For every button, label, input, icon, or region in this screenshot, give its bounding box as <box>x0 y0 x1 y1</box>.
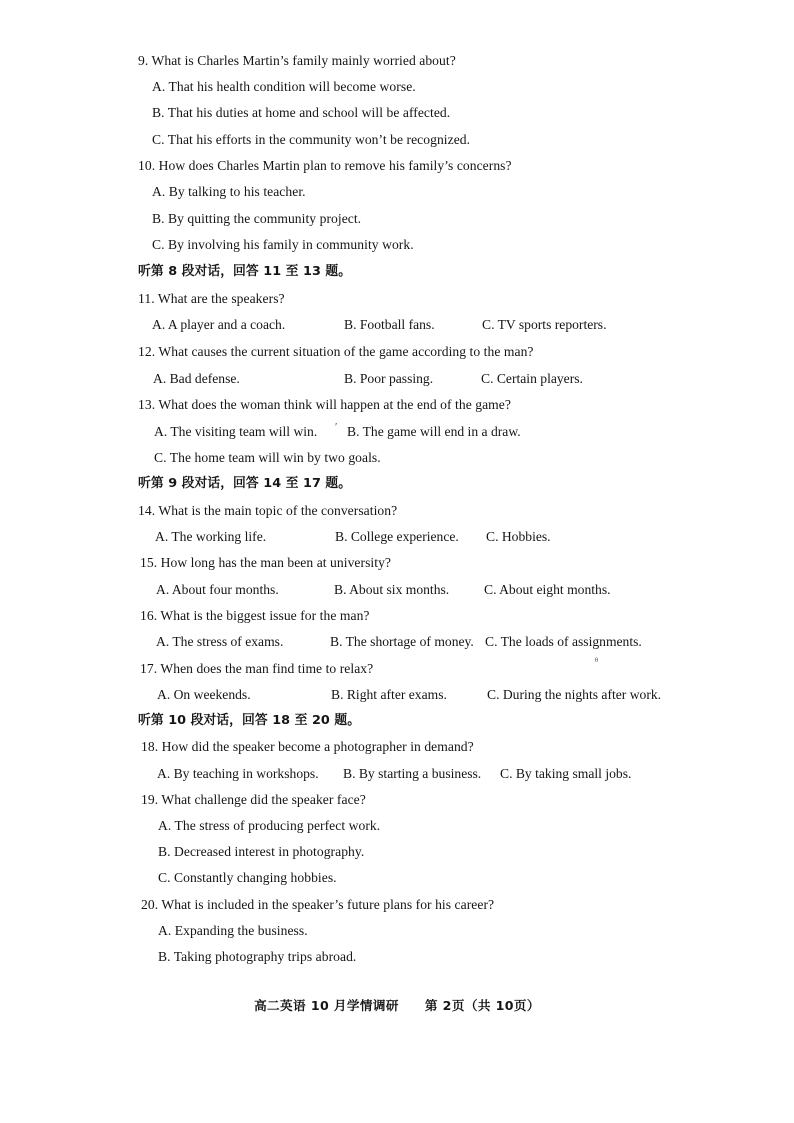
option-9a: A. That his health condition will become worse. <box>152 79 416 94</box>
question-11: 11. What are the speakers? <box>138 291 285 306</box>
option-10c: C. By involving his family in community work. <box>152 237 414 252</box>
question-13: 13. What does the woman think will happen at the end of the game? <box>138 397 511 412</box>
option-15b: B. About six months. <box>334 582 450 597</box>
option-10b: B. By quitting the community project. <box>152 211 362 226</box>
option-19a: A. The stress of producing perfect work. <box>158 818 381 833</box>
scan-speck: ʹ <box>335 421 338 433</box>
option-17c: C. During the nights after work. <box>487 687 662 702</box>
question-18: 18. How did the speaker become a photographer in demand? <box>141 739 474 754</box>
option-12a: A. Bad defense. <box>153 371 240 386</box>
option-12c: C. Certain players. <box>481 371 583 386</box>
option-14c: C. Hobbies. <box>486 529 551 544</box>
option-14b: B. College experience. <box>335 529 459 544</box>
option-18a: A. By teaching in workshops. <box>157 766 319 781</box>
option-19b: B. Decreased interest in photography. <box>158 844 365 859</box>
page-footer: 高二英语 10 月学情调研 第 2页（共 10页） <box>254 998 540 1013</box>
option-11a: A. A player and a coach. <box>152 317 286 332</box>
option-11b: B. Football fans. <box>344 317 435 332</box>
section-heading-9: 听第 9 段对话，回答 14 至 17 题。 <box>138 476 352 491</box>
option-16c: C. The loads of assignments. <box>485 634 642 649</box>
option-20a: A. Expanding the business. <box>158 923 308 938</box>
question-17: 17. When does the man find time to relax? <box>140 661 374 676</box>
option-18b: B. By starting a business. <box>343 766 482 781</box>
option-16b: B. The shortage of money. <box>330 634 474 649</box>
option-12b: B. Poor passing. <box>344 371 434 386</box>
option-20b: B. Taking photography trips abroad. <box>158 949 357 964</box>
option-9b: B. That his duties at home and school will be affected. <box>152 105 451 120</box>
question-12: 12. What causes the current situation of the game according to the man? <box>138 344 534 359</box>
scan-speck: ᶿ <box>595 656 598 668</box>
option-13a: A. The visiting team will win. <box>154 424 318 439</box>
option-9c: C. That his efforts in the community won’t be recognized. <box>152 132 471 147</box>
option-10a: A. By talking to his teacher. <box>152 184 306 199</box>
option-11c: C. TV sports reporters. <box>482 317 607 332</box>
option-18c: C. By taking small jobs. <box>500 766 632 781</box>
option-15c: C. About eight months. <box>484 582 611 597</box>
option-17b: B. Right after exams. <box>331 687 447 702</box>
section-heading-10: 听第 10 段对话，回答 18 至 20 题。 <box>138 713 361 728</box>
option-19c: C. Constantly changing hobbies. <box>158 870 337 885</box>
question-10: 10. How does Charles Martin plan to remove his family’s concerns? <box>138 158 512 173</box>
option-13c: C. The home team will win by two goals. <box>154 450 381 465</box>
question-14: 14. What is the main topic of the conversation? <box>138 503 398 518</box>
option-16a: A. The stress of exams. <box>156 634 284 649</box>
option-14a: A. The working life. <box>155 529 267 544</box>
question-19: 19. What challenge did the speaker face? <box>141 792 366 807</box>
question-9: 9. What is Charles Martin’s family mainly worried about? <box>138 53 456 68</box>
question-20: 20. What is included in the speaker’s future plans for his career? <box>141 897 495 912</box>
option-15a: A. About four months. <box>156 582 279 597</box>
option-13b: B. The game will end in a draw. <box>347 424 521 439</box>
section-heading-8: 听第 8 段对话，回答 11 至 13 题。 <box>138 264 352 279</box>
question-16: 16. What is the biggest issue for the man? <box>140 608 370 623</box>
question-15: 15. How long has the man been at university? <box>140 555 392 570</box>
option-17a: A. On weekends. <box>157 687 251 702</box>
